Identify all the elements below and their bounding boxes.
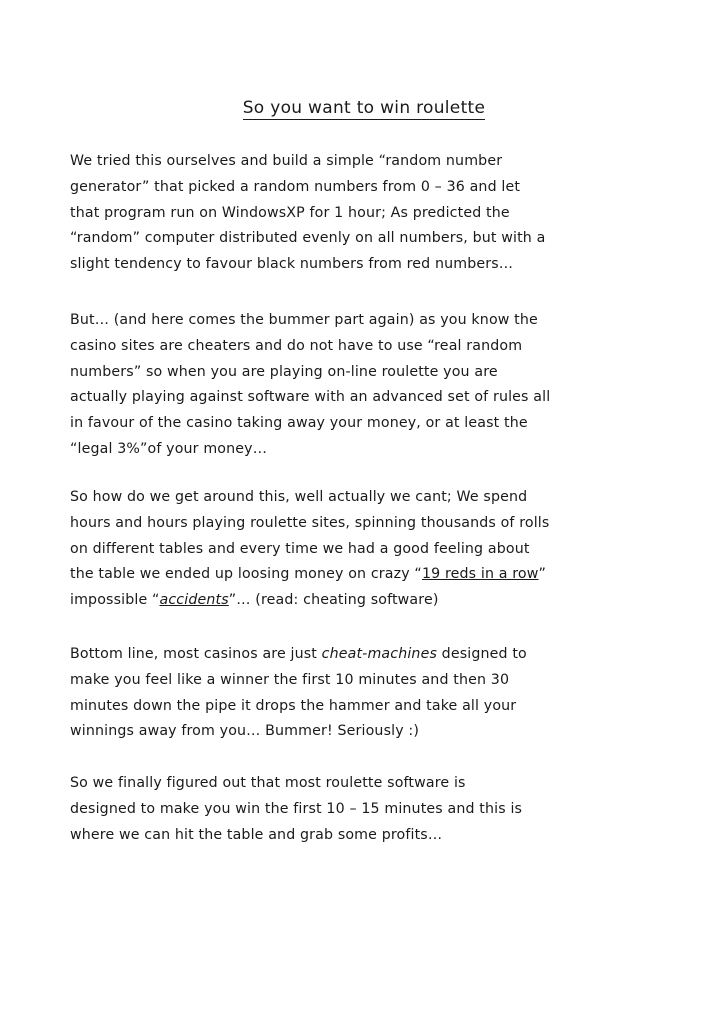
line-text: ”… (read: cheating software) [228, 592, 439, 609]
italic-text: cheat-machines [321, 646, 437, 662]
paragraph-line: We tried this ourselves and build a simple “random number [70, 153, 503, 169]
paragraph-line: actually playing against software with an advanced set of rules all [70, 389, 551, 406]
paragraph-line: slight tendency to favour black numbers from red numbers… [70, 256, 514, 273]
paragraph-line: minutes down the pipe it drops the hammer and take all your [70, 697, 517, 714]
paragraph-line: “legal 3%”of your money… [70, 440, 268, 457]
line-text: impossible “ [70, 592, 160, 609]
paragraph-line: that program run on WindowsXP for 1 hour; As predicted the [70, 204, 510, 221]
underlined-italic-text: accidents [159, 592, 229, 609]
paragraph-line: where we can hit the table and grab some profits… [70, 826, 443, 843]
paragraph-line: designed to make you win the first 10 – 15 minutes and this is [70, 800, 523, 817]
paragraph-line: hours and hours playing roulette sites, spinning thousands of rolls [70, 514, 550, 531]
paragraph-3 [70, 485, 710, 614]
paragraph-1 [70, 149, 710, 278]
paragraph-line: in favour of the casino taking away your money, or at least the [70, 415, 528, 432]
paragraph-line: on different tables and every time we had a good feeling about [70, 540, 530, 557]
paragraph-line: “random” computer distributed evenly on all numbers, but with a [70, 230, 546, 247]
title-text: So you want to win roulette [242, 98, 486, 118]
paragraph-line: So we finally figured out that most roulette software is [70, 775, 466, 791]
paragraph-line: generator” that picked a random numbers from 0 – 36 and let [70, 178, 521, 195]
paragraph-line [70, 562, 710, 588]
document-title [0, 98, 728, 118]
paragraph-line [70, 588, 710, 614]
line-text: designed to [437, 646, 527, 662]
paragraph-line: But… (and here comes the bummer part again) as you know the [70, 312, 538, 328]
paragraph-line: make you feel like a winner the first 10 minutes and then 30 [70, 671, 510, 688]
paragraph-line: So how do we get around this, well actually we cant; We spend [70, 489, 528, 505]
underlined-text: 19 reds in a row [421, 566, 539, 583]
line-text: Bottom line, most casinos are just [70, 646, 322, 662]
paragraph-line: casino sites are cheaters and do not have to use “real random [70, 337, 523, 354]
paragraph-2 [70, 308, 710, 463]
paragraph-line [70, 642, 710, 668]
paragraph-line: numbers” so when you are playing on-line roulette you are [70, 363, 498, 380]
paragraph-4 [70, 642, 710, 745]
paragraph-line: winnings away from you… Bummer! Seriously :) [70, 723, 420, 740]
line-text: the table we ended up loosing money on crazy “ [70, 566, 422, 583]
line-text: ” [538, 566, 547, 583]
paragraph-5 [70, 771, 710, 848]
